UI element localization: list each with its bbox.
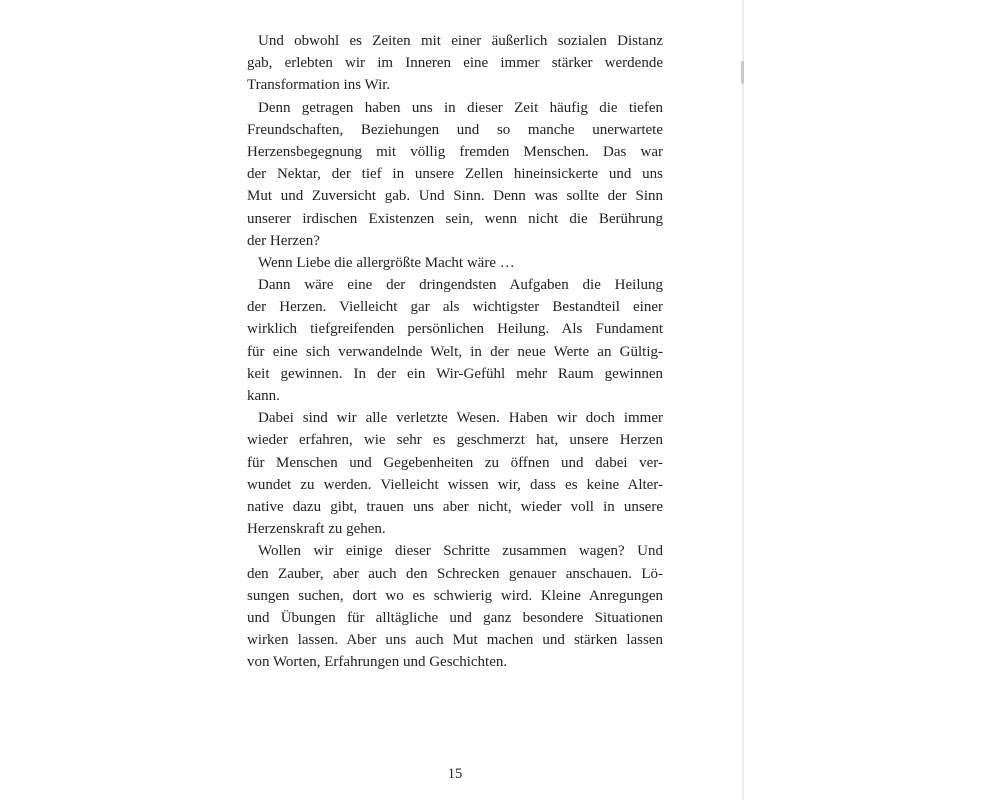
- text-line: für Menschen und Gegebenheiten zu öffnen und dabei ver-: [247, 454, 663, 471]
- text-line: wirklich tiefgreifenden persönlichen Heilung. Als Fundament: [247, 321, 663, 338]
- text-line: gab, erlebten wir im Inneren eine immer stärker werdende: [247, 55, 663, 72]
- text-line: Und obwohl es Zeiten mit einer äußerlich sozialen Distanz: [258, 33, 663, 49]
- paragraph: [247, 252, 663, 274]
- paragraph: [247, 540, 663, 673]
- text-block: [247, 30, 663, 673]
- text-line: der Herzen. Vielleicht gar als wichtigster Bestandteil einer: [247, 299, 663, 316]
- text-line: native dazu gibt, trauen uns aber nicht, wieder voll in unsere: [247, 498, 663, 515]
- text-line: keit gewinnen. In der ein Wir-Gefühl mehr Raum gewinnen: [247, 365, 663, 382]
- text-line: Dabei sind wir alle verletzte Wesen. Haben wir doch immer: [258, 410, 663, 427]
- text-line: Herzenskraft zu gehen.: [247, 521, 386, 538]
- text-line: wieder erfahren, wie sehr es geschmerzt hat, unsere Herzen: [247, 432, 663, 449]
- adjacent-page-area: [744, 0, 1000, 800]
- text-line: unserer irdischen Existenzen sein, wenn nicht die Berührung: [247, 210, 663, 227]
- text-line: Mut und Zuversicht gab. Und Sinn. Denn was sollte der Sinn: [247, 188, 663, 205]
- paragraph: [247, 274, 663, 407]
- text-line: Transformation ins Wir.: [247, 77, 391, 94]
- paragraph: [247, 407, 663, 540]
- text-line: den Zauber, aber auch den Schrecken genauer anschauen. Lö-: [247, 565, 663, 582]
- text-line: Dann wäre eine der dringendsten Aufgaben die Heilung: [258, 277, 663, 294]
- text-line: wirken lassen. Aber uns auch Mut machen und stärken lassen: [247, 632, 663, 649]
- text-line: Herzensbegegnung mit völlig fremden Menschen. Das war: [247, 143, 663, 160]
- paragraph: [247, 30, 663, 97]
- text-line: Wollen wir einige dieser Schritte zusammen wagen? Und: [258, 543, 663, 560]
- text-line: Wenn Liebe die allergrößte Macht wäre …: [258, 254, 515, 271]
- text-line: wundet zu werden. Vielleicht wissen wir, dass es keine Alter-: [247, 476, 663, 493]
- text-line: der Herzen?: [247, 232, 320, 249]
- text-line: und Übungen für alltägliche und ganz besondere Situationen: [247, 609, 663, 626]
- paragraph: [247, 97, 663, 252]
- text-line: sungen suchen, dort wo es schwierig wird. Kleine Anregungen: [247, 587, 663, 604]
- page-number: 15: [447, 766, 463, 782]
- text-line: Freundschaften, Beziehungen und so manche unerwartete: [247, 121, 663, 138]
- text-line: für eine sich verwandelnde Welt, in der neue Werte an Gültig-: [247, 343, 663, 360]
- text-line: von Worten, Erfahrungen und Geschichten.: [247, 654, 508, 671]
- text-line: Denn getragen haben uns in dieser Zeit häufig die tiefen: [258, 99, 663, 116]
- text-line: der Nektar, der tief in unsere Zellen hineinsickerte und uns: [247, 166, 663, 183]
- text-line: kann.: [247, 388, 280, 404]
